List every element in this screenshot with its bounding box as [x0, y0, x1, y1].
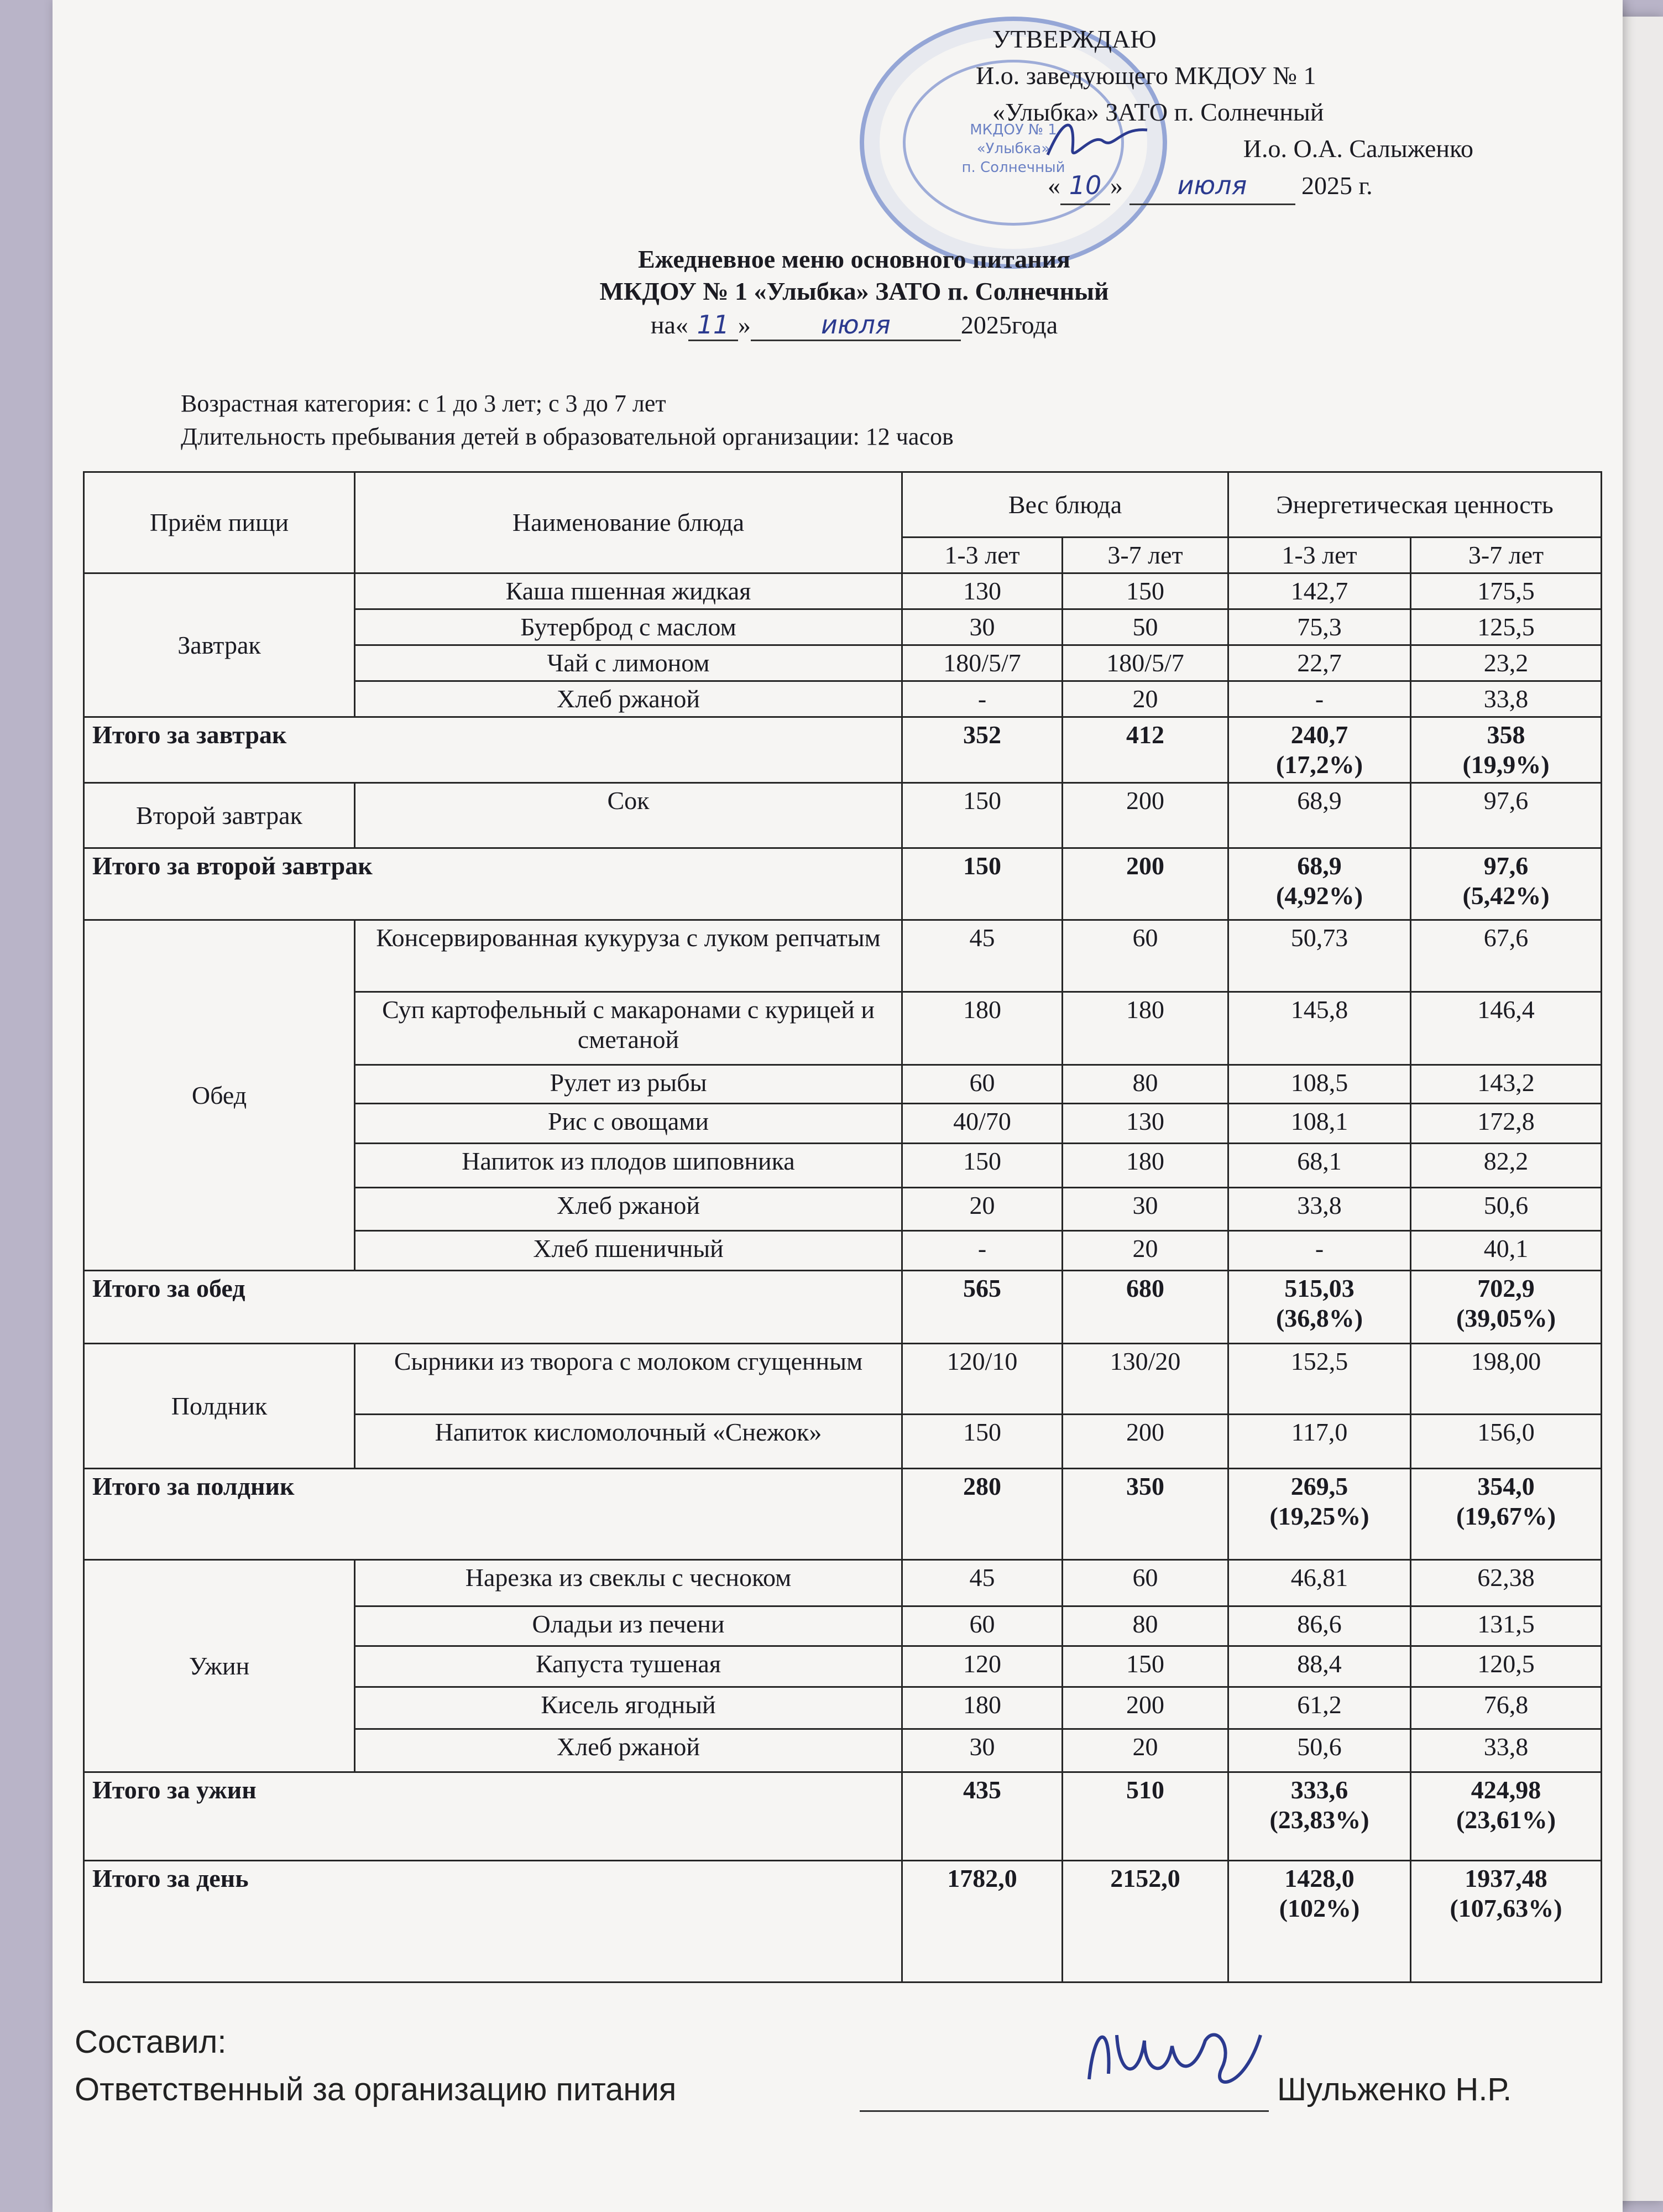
weight-1-3-cell: 180 — [902, 992, 1063, 1065]
approval-date-day: 10 — [1060, 167, 1110, 205]
total-row — [84, 1469, 1602, 1560]
weight-1-3-cell: 120 — [902, 1646, 1063, 1687]
day-total-energy-value: 1937,48 — [1465, 1864, 1547, 1892]
weight-1-3-cell: 60 — [902, 1065, 1063, 1104]
stay-duration: Длительность пребывания детей в образовательной организации: 12 часов — [181, 423, 954, 450]
weight-1-3-cell: 45 — [902, 1560, 1063, 1606]
menu-meta — [181, 387, 954, 453]
weight-3-7-cell: 200 — [1063, 1415, 1228, 1469]
total-energy-value: 354,0 — [1477, 1472, 1535, 1500]
day-total-weight-3-7: 2152,0 — [1063, 1861, 1228, 1983]
dish-cell: Хлеб ржаной — [355, 1188, 902, 1231]
weight-1-3-cell: 40/70 — [902, 1104, 1063, 1144]
energy-3-7-cell: 33,8 — [1411, 1729, 1602, 1772]
total-label: Итого за завтрак — [84, 717, 902, 783]
header-dish: Наименование блюда — [355, 472, 902, 573]
weight-3-7-cell: 20 — [1063, 1231, 1228, 1271]
total-weight-1-3: 565 — [902, 1271, 1063, 1344]
total-row — [84, 1271, 1602, 1344]
total-energy-value: 97,6 — [1483, 852, 1529, 880]
energy-1-3-cell: 108,5 — [1228, 1065, 1411, 1104]
dish-cell: Рис с овощами — [355, 1104, 902, 1144]
day-total-energy-1-3 — [1228, 1861, 1411, 1983]
day-total-energy-3-7 — [1411, 1861, 1602, 1983]
menu-date-prefix: на« — [650, 311, 688, 339]
total-energy-1-3 — [1228, 717, 1411, 783]
menu-date-month: июля — [751, 310, 961, 341]
energy-1-3-cell: 46,81 — [1228, 1560, 1411, 1606]
total-energy-value: 424,98 — [1471, 1776, 1541, 1804]
total-energy-percent: (23,61%) — [1456, 1806, 1556, 1834]
total-energy-3-7 — [1411, 848, 1602, 920]
energy-1-3-cell: 61,2 — [1228, 1687, 1411, 1729]
weight-3-7-cell: 150 — [1063, 573, 1228, 609]
header-age: 3-7 лет — [1411, 538, 1602, 573]
age-category: Возрастная категория: с 1 до 3 лет; с 3 до 7 лет — [181, 390, 666, 417]
total-weight-1-3: 435 — [902, 1772, 1063, 1861]
dish-cell: Консервированная кукуруза с луком репчатым — [355, 920, 902, 992]
total-weight-3-7: 200 — [1063, 848, 1228, 920]
stamp-text-line: п. Солнечный — [961, 159, 1065, 176]
day-total-weight-1-3: 1782,0 — [902, 1861, 1063, 1983]
total-energy-percent: (23,83%) — [1269, 1806, 1369, 1834]
energy-3-7-cell: 131,5 — [1411, 1606, 1602, 1646]
energy-3-7-cell: 23,2 — [1411, 645, 1602, 681]
dish-cell: Чай с лимоном — [355, 645, 902, 681]
approval-block — [976, 21, 1473, 205]
weight-1-3-cell: 120/10 — [902, 1344, 1063, 1415]
total-energy-3-7 — [1411, 717, 1602, 783]
title-line: МКДОУ № 1 «Улыбка» ЗАТО п. Солнечный — [599, 277, 1109, 305]
total-label: Итого за ужин — [84, 1772, 902, 1861]
total-energy-value: 269,5 — [1290, 1472, 1348, 1500]
header-meal: Приём пищи — [84, 472, 355, 573]
total-energy-3-7 — [1411, 1772, 1602, 1861]
table-row — [84, 573, 1602, 609]
dish-cell: Хлеб пшеничный — [355, 1231, 902, 1271]
title-line: Ежедневное меню основного питания — [637, 245, 1071, 273]
menu-date — [191, 310, 1518, 341]
document-title — [191, 243, 1518, 307]
energy-3-7-cell: 156,0 — [1411, 1415, 1602, 1469]
meal-cell: Ужин — [84, 1560, 355, 1772]
total-energy-percent: (19,67%) — [1456, 1502, 1556, 1530]
table-header-row — [84, 472, 1602, 538]
dish-cell: Сок — [355, 783, 902, 848]
dish-cell: Хлеб ржаной — [355, 681, 902, 717]
total-energy-value: 68,9 — [1297, 852, 1342, 880]
dish-cell: Кисель ягодный — [355, 1687, 902, 1729]
energy-1-3-cell: 108,1 — [1228, 1104, 1411, 1144]
day-total-energy-percent: (107,63%) — [1450, 1894, 1562, 1922]
total-label: Итого за второй завтрак — [84, 848, 902, 920]
weight-1-3-cell: - — [902, 1231, 1063, 1271]
approval-date-month: июля — [1129, 167, 1295, 205]
total-row — [84, 848, 1602, 920]
total-weight-1-3: 280 — [902, 1469, 1063, 1560]
stamp-text-line: «Улыбка» — [976, 140, 1050, 157]
menu-table — [83, 471, 1602, 1983]
energy-1-3-cell: 33,8 — [1228, 1188, 1411, 1231]
weight-3-7-cell: 20 — [1063, 1729, 1228, 1772]
total-energy-percent: (36,8%) — [1275, 1304, 1363, 1332]
weight-3-7-cell: 80 — [1063, 1065, 1228, 1104]
weight-1-3-cell: 150 — [902, 783, 1063, 848]
dish-cell: Хлеб ржаной — [355, 1729, 902, 1772]
weight-3-7-cell: 200 — [1063, 1687, 1228, 1729]
energy-3-7-cell: 76,8 — [1411, 1687, 1602, 1729]
approval-heading: УТВЕРЖДАЮ — [992, 25, 1157, 53]
approval-date: « 10 » июля 2025 г. — [976, 167, 1473, 205]
responsible-signature — [1078, 2013, 1277, 2107]
total-energy-percent: (5,42%) — [1462, 881, 1550, 910]
total-row — [84, 1772, 1602, 1861]
weight-1-3-cell: 180 — [902, 1687, 1063, 1729]
total-label: Итого за полдник — [84, 1469, 902, 1560]
energy-3-7-cell: 146,4 — [1411, 992, 1602, 1065]
energy-3-7-cell: 125,5 — [1411, 609, 1602, 645]
weight-1-3-cell: 60 — [902, 1606, 1063, 1646]
weight-3-7-cell: 80 — [1063, 1606, 1228, 1646]
energy-3-7-cell: 120,5 — [1411, 1646, 1602, 1687]
compiled-label: Составил: — [75, 2024, 227, 2060]
weight-1-3-cell: 130 — [902, 573, 1063, 609]
meal-cell: Полдник — [84, 1344, 355, 1469]
weight-3-7-cell: 200 — [1063, 783, 1228, 848]
dish-cell: Напиток из плодов шиповника — [355, 1144, 902, 1188]
total-energy-value: 240,7 — [1290, 721, 1348, 749]
energy-1-3-cell: 22,7 — [1228, 645, 1411, 681]
weight-1-3-cell: - — [902, 681, 1063, 717]
total-energy-3-7 — [1411, 1469, 1602, 1560]
energy-3-7-cell: 175,5 — [1411, 573, 1602, 609]
approval-position: И.о. заведующего МКДОУ № 1 — [976, 61, 1316, 90]
dish-cell: Сырники из творога с молоком сгущенным — [355, 1344, 902, 1415]
header-age: 3-7 лет — [1063, 538, 1228, 573]
energy-3-7-cell: 67,6 — [1411, 920, 1602, 992]
total-weight-3-7: 350 — [1063, 1469, 1228, 1560]
header-age: 1-3 лет — [1228, 538, 1411, 573]
energy-3-7-cell: 172,8 — [1411, 1104, 1602, 1144]
dish-cell: Бутерброд с маслом — [355, 609, 902, 645]
energy-1-3-cell: 145,8 — [1228, 992, 1411, 1065]
total-energy-value: 702,9 — [1477, 1274, 1535, 1302]
total-energy-percent: (39,05%) — [1456, 1304, 1556, 1332]
weight-1-3-cell: 150 — [902, 1144, 1063, 1188]
menu-date-day: 11 — [688, 310, 738, 341]
weight-3-7-cell: 180 — [1063, 1144, 1228, 1188]
energy-1-3-cell: 86,6 — [1228, 1606, 1411, 1646]
total-energy-1-3 — [1228, 1469, 1411, 1560]
dish-cell: Напиток кисломолочный «Снежок» — [355, 1415, 902, 1469]
total-energy-percent: (19,9%) — [1462, 750, 1550, 779]
weight-1-3-cell: 20 — [902, 1188, 1063, 1231]
weight-3-7-cell: 180/5/7 — [1063, 645, 1228, 681]
dish-cell: Оладьи из печени — [355, 1606, 902, 1646]
weight-3-7-cell: 130/20 — [1063, 1344, 1228, 1415]
table-row — [84, 783, 1602, 848]
table-row — [84, 920, 1602, 992]
dish-cell: Суп картофельный с макаронами с курицей и сметаной — [355, 992, 902, 1065]
total-weight-1-3: 150 — [902, 848, 1063, 920]
energy-1-3-cell: 142,7 — [1228, 573, 1411, 609]
weight-3-7-cell: 50 — [1063, 609, 1228, 645]
table-row — [84, 1560, 1602, 1606]
energy-1-3-cell: 117,0 — [1228, 1415, 1411, 1469]
header-age: 1-3 лет — [902, 538, 1063, 573]
energy-3-7-cell: 40,1 — [1411, 1231, 1602, 1271]
total-energy-percent: (17,2%) — [1275, 750, 1363, 779]
total-weight-3-7: 412 — [1063, 717, 1228, 783]
total-energy-percent: (19,25%) — [1269, 1502, 1369, 1530]
weight-1-3-cell: 180/5/7 — [902, 645, 1063, 681]
approval-date-year: 2025 г. — [1301, 171, 1373, 200]
energy-3-7-cell: 33,8 — [1411, 681, 1602, 717]
energy-3-7-cell: 50,6 — [1411, 1188, 1602, 1231]
energy-3-7-cell: 62,38 — [1411, 1560, 1602, 1606]
total-weight-3-7: 510 — [1063, 1772, 1228, 1861]
energy-1-3-cell: 68,9 — [1228, 783, 1411, 848]
meal-cell: Обед — [84, 920, 355, 1271]
energy-1-3-cell: 75,3 — [1228, 609, 1411, 645]
weight-3-7-cell: 180 — [1063, 992, 1228, 1065]
total-energy-value: 358 — [1487, 721, 1525, 749]
total-energy-1-3 — [1228, 1772, 1411, 1861]
footer — [75, 2018, 1512, 2114]
menu-date-sep: » — [738, 311, 751, 339]
day-total-row — [84, 1861, 1602, 1983]
meal-cell: Завтрак — [84, 573, 355, 717]
menu-date-suffix: 2025года — [960, 311, 1058, 339]
weight-1-3-cell: 150 — [902, 1415, 1063, 1469]
total-energy-percent: (4,92%) — [1275, 881, 1363, 910]
weight-3-7-cell: 20 — [1063, 681, 1228, 717]
total-energy-value: 333,6 — [1290, 1776, 1348, 1804]
energy-1-3-cell: 152,5 — [1228, 1344, 1411, 1415]
total-weight-1-3: 352 — [902, 717, 1063, 783]
energy-3-7-cell: 97,6 — [1411, 783, 1602, 848]
weight-3-7-cell: 60 — [1063, 920, 1228, 992]
weight-3-7-cell: 150 — [1063, 1646, 1228, 1687]
approval-signatory: И.о. О.А. Салыженко — [1243, 134, 1473, 163]
total-weight-3-7: 680 — [1063, 1271, 1228, 1344]
stamp-text-line: МКДОУ № 1 — [970, 122, 1057, 138]
energy-1-3-cell: - — [1228, 681, 1411, 717]
energy-3-7-cell: 143,2 — [1411, 1065, 1602, 1104]
table-row — [84, 1344, 1602, 1415]
approval-organization: «Улыбка» ЗАТО п. Солнечный — [992, 98, 1324, 126]
total-row — [84, 717, 1602, 783]
dish-cell: Нарезка из свеклы с чесноком — [355, 1560, 902, 1606]
day-total-label: Итого за день — [84, 1861, 902, 1983]
total-energy-1-3 — [1228, 848, 1411, 920]
energy-1-3-cell: 68,1 — [1228, 1144, 1411, 1188]
responsible-role: Ответственный за организацию питания — [75, 2072, 677, 2107]
total-energy-1-3 — [1228, 1271, 1411, 1344]
meal-cell: Второй завтрак — [84, 783, 355, 848]
header-weight: Вес блюда — [902, 472, 1228, 538]
day-total-energy-percent: (102%) — [1279, 1894, 1360, 1922]
weight-1-3-cell: 30 — [902, 1729, 1063, 1772]
total-label: Итого за обед — [84, 1271, 902, 1344]
total-energy-value: 515,03 — [1284, 1274, 1355, 1302]
energy-3-7-cell: 82,2 — [1411, 1144, 1602, 1188]
responsible-name: Шульженко Н.Р. — [1277, 2072, 1512, 2107]
energy-1-3-cell: 50,6 — [1228, 1729, 1411, 1772]
energy-1-3-cell: 88,4 — [1228, 1646, 1411, 1687]
total-energy-3-7 — [1411, 1271, 1602, 1344]
weight-3-7-cell: 60 — [1063, 1560, 1228, 1606]
energy-3-7-cell: 198,00 — [1411, 1344, 1602, 1415]
weight-3-7-cell: 130 — [1063, 1104, 1228, 1144]
header-energy: Энергетическая ценность — [1228, 472, 1602, 538]
dish-cell: Каша пшенная жидкая — [355, 573, 902, 609]
energy-1-3-cell: 50,73 — [1228, 920, 1411, 992]
weight-3-7-cell: 30 — [1063, 1188, 1228, 1231]
day-total-energy-value: 1428,0 — [1284, 1864, 1355, 1892]
dish-cell: Рулет из рыбы — [355, 1065, 902, 1104]
energy-1-3-cell: - — [1228, 1231, 1411, 1271]
dish-cell: Капуста тушеная — [355, 1646, 902, 1687]
weight-1-3-cell: 45 — [902, 920, 1063, 992]
weight-1-3-cell: 30 — [902, 609, 1063, 645]
